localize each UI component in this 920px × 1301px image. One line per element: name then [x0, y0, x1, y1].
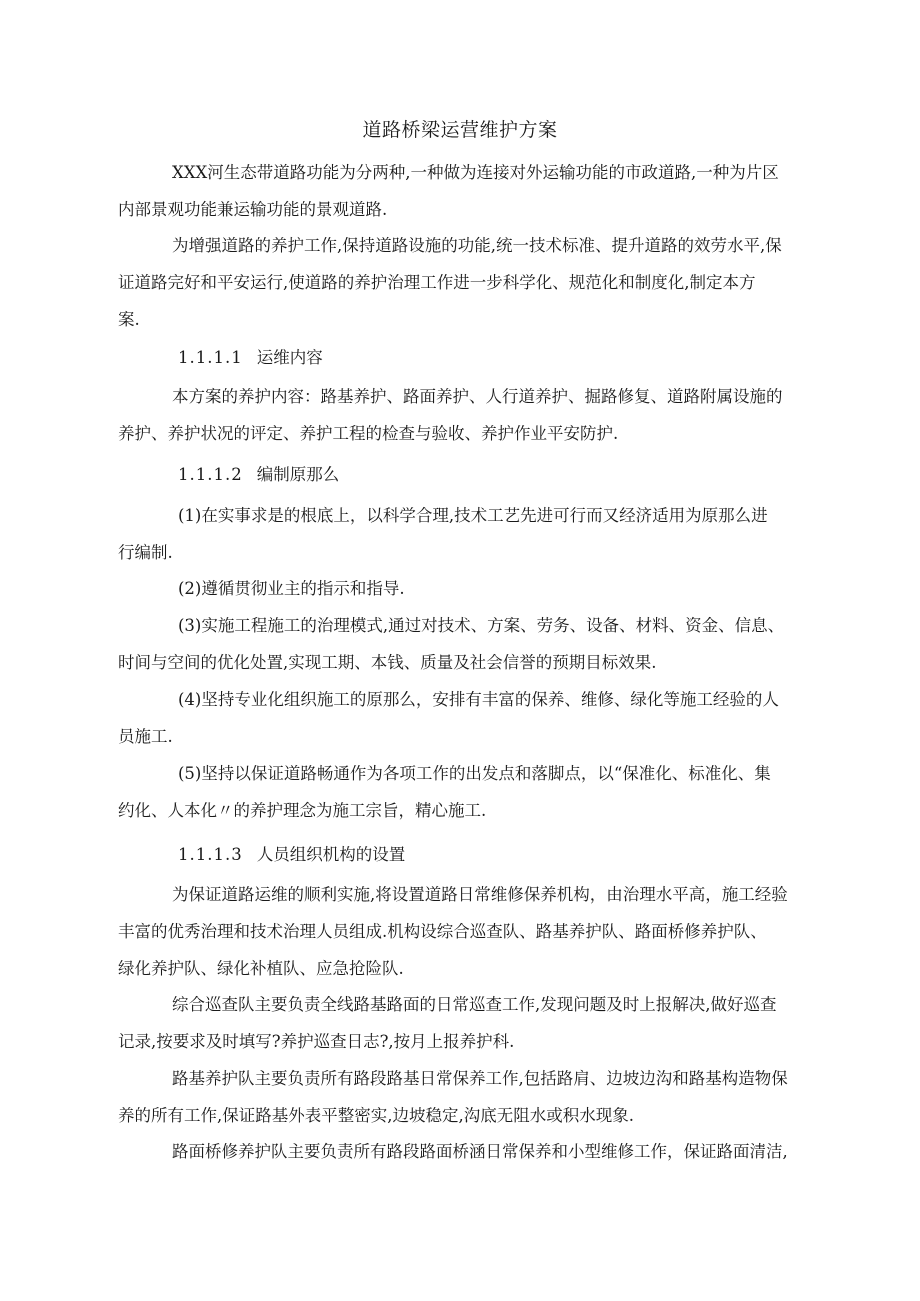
paragraph-line: 约化、人本化〃的养护理念为施工宗旨，精心施工.: [118, 801, 487, 820]
paragraph-line: 养护、养护状况的评定、养护工程的检查与验收、养护作业平安防护.: [118, 424, 619, 443]
paragraph-line: (5)坚持以保证道路畅通作为各项工作的出发点和落脚点，以“保准化、标准化、集: [178, 764, 771, 783]
intro-line: 内部景观功能兼运输功能的景观道路.: [118, 200, 388, 219]
paragraph-line: (2)遵循贯彻业主的指示和指导.: [178, 579, 405, 598]
paragraph-line: (4)坚持专业化组织施工的原那么，安排有丰富的保养、维修、绿化等施工经验的人: [178, 690, 779, 709]
paragraph-line: 本方案的养护内容：路基养护、路面养护、人行道养护、掘路修复、道路附属设施的: [172, 387, 783, 406]
roadbed-team-paragraph: [118, 1060, 812, 1134]
document-title: 道路桥梁运营维护方案: [362, 119, 558, 141]
paragraph-line: 记录,按要求及时填写?养护巡查日志?,按月上报养护科.: [118, 1032, 515, 1051]
principle-item-5: [118, 755, 812, 829]
paragraph-line: (1)在实事求是的根底上，以科学合理,技术工艺先进可行而又经济适用为原那么进: [178, 506, 768, 525]
intro-line: XXX河生态带道路功能为分两种,一种做为连接对外运输功能的市政道路,一种为片区: [172, 163, 779, 182]
section-number: 1.1.1.2: [178, 465, 243, 484]
paragraph-line: 员施工.: [118, 727, 173, 746]
principle-item-2: [178, 570, 812, 607]
principle-item-3: [118, 607, 812, 681]
paragraph-line: (3)实施工程施工的治理模式,通过对技术、方案、劳务、设备、材料、资金、信息、: [178, 616, 785, 635]
paragraph-line: 行编制.: [118, 543, 173, 562]
paragraph-line: 路基养护队主要负责所有路段路基日常保养工作,包括路肩、边坡边沟和路基构造物保: [172, 1069, 788, 1088]
organization-paragraph: [118, 876, 812, 987]
purpose-paragraph: [118, 227, 812, 338]
paragraph-line: 综合巡查队主要负责全线路基路面的日常巡查工作,发现问题及时上报解决,做好巡查: [172, 995, 777, 1014]
paragraph-line: 绿化养护队、绿化补植队、应急抢险队.: [118, 959, 404, 978]
paragraph-line: 为保证道路运维的顺利实施,将设置道路日常维修保养机构，由治理水平高，施工经验: [172, 885, 788, 904]
section-heading-organization: [178, 841, 405, 869]
purpose-line: 为增强道路的养护工作,保持道路设施的功能,统一技术标准、提升道路的效劳水平,保: [172, 236, 782, 255]
principle-item-1: [118, 497, 812, 571]
purpose-line: 证道路完好和平安运行,使道路的养护治理工作进一步科学化、规范化和制度化,制定本方: [118, 273, 756, 292]
section-number: 1.1.1.3: [178, 845, 243, 864]
section-number: 1.1.1.1: [178, 348, 243, 367]
section-heading-principles: [178, 461, 339, 489]
principle-item-4: [118, 681, 812, 755]
paragraph-line: 丰富的优秀治理和技术治理人员组成.机构设综合巡查队、路基养护队、路面桥修养护队、: [118, 922, 767, 941]
purpose-line: 案.: [118, 310, 140, 329]
intro-paragraph: [118, 154, 812, 228]
operation-paragraph: [118, 378, 812, 452]
section-title: 运维内容: [256, 348, 323, 367]
section-title: 人员组织机构的设置: [256, 845, 406, 864]
section-title: 编制原那么: [256, 465, 340, 484]
patrol-team-paragraph: [118, 986, 812, 1060]
pavement-team-paragraph: [172, 1133, 812, 1170]
paragraph-line: 时间与空间的优化处置,实现工期、本钱、质量及社会信誉的预期目标效果.: [118, 653, 657, 672]
paragraph-line: 路面桥修养护队主要负责所有路段路面桥涵日常保养和小型维修工作，保证路面清洁,: [172, 1142, 788, 1161]
paragraph-line: 养的所有工作,保证路基外表平整密实,边坡稳定,沟底无阻水或积水现象.: [118, 1106, 634, 1125]
section-heading-operation: [178, 344, 323, 372]
